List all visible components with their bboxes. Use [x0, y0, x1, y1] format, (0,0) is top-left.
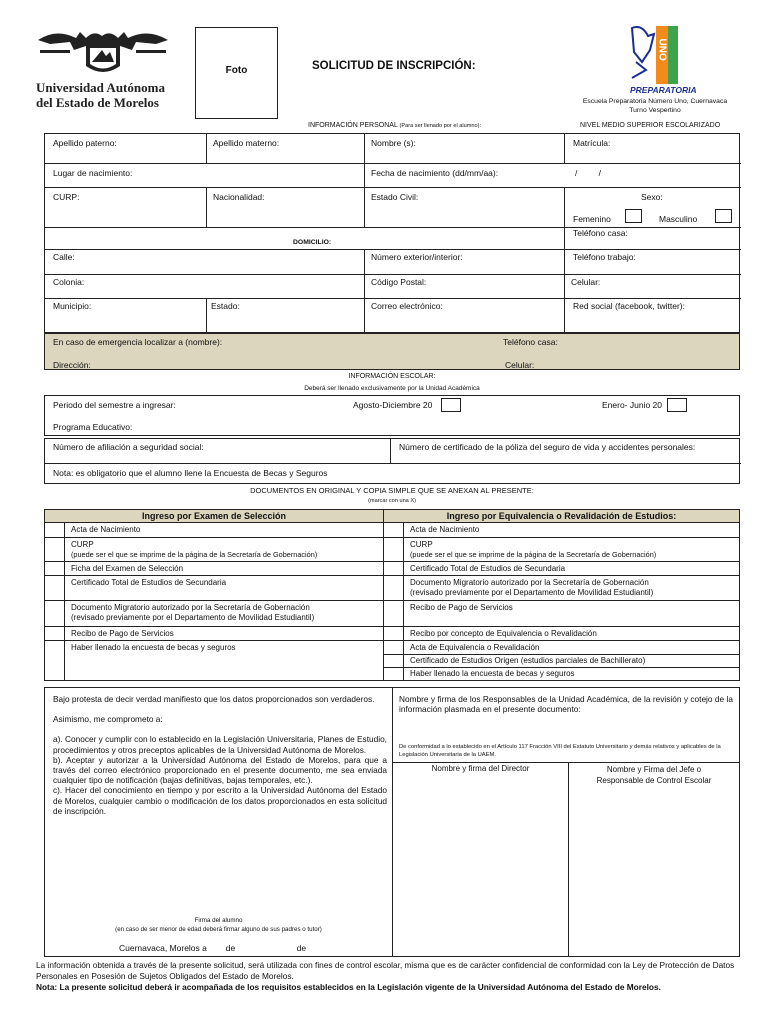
documents-left-column [45, 510, 384, 680]
field-sexo [565, 188, 741, 228]
fecha-slashes: / / [575, 168, 601, 178]
field-nacionalidad[interactable] [207, 188, 365, 228]
review-text: Nombre y firma de los Responsables de la Unidad Académica, de la revisión y cotejo de la información plasmada en el presente documento: [399, 694, 733, 715]
field-correo[interactable] [365, 299, 565, 334]
uaem-logo [36, 26, 170, 78]
level-label: NIVEL MEDIO SUPERIOR ESCOLARIZADO [580, 122, 721, 129]
doc-left-recibo[interactable]: Recibo de Pago de Servicios [45, 626, 383, 640]
review-panel [393, 688, 739, 956]
documents-right-column [384, 510, 739, 680]
label-codigo-postal: Código Postal: [371, 277, 427, 287]
checkbox-femenino[interactable] [625, 209, 642, 223]
director-signature-label: Nombre y firma del Director [431, 764, 530, 773]
logo-vertical-text: UNO [656, 38, 668, 61]
field-estado-civil[interactable] [365, 188, 565, 228]
checkbox-agosto-diciembre[interactable] [441, 398, 461, 412]
field-colonia[interactable] [45, 275, 365, 299]
photo-box [195, 27, 278, 119]
school-section-note: Deberá ser llenado exclusivamente por la Unidad Académica [304, 385, 480, 392]
field-lugar-nacimiento[interactable] [45, 164, 365, 188]
label-matricula: Matrícula: [573, 138, 611, 148]
label-municipio: Municipio: [53, 301, 92, 311]
label-correo: Correo electrónico: [371, 301, 443, 311]
label-nacionalidad: Nacionalidad: [213, 192, 265, 202]
right-header: Ingreso por Equivalencia o Revalidación de Estudios: [384, 510, 739, 523]
field-matricula[interactable] [565, 134, 741, 164]
label-periodo: Periodo del semestre a ingresar: [53, 400, 176, 410]
logo-preparatoria-text: PREPARATORIA [630, 85, 697, 95]
privacy-notice: La información obtenida a través de la presente solicitud, será utilizada con fines de control escolar, misma que es de carácter confidencial de conformidad con la Ley de Protección de Datos Personales en Posesión de Sujetos Obligados del Estado de Morelos. [36, 960, 735, 981]
label-telefono-trabajo: Teléfono trabajo: [573, 252, 636, 262]
periodo-box [44, 395, 740, 436]
field-apellido-paterno[interactable] [45, 134, 207, 164]
checkbox-left-ficha[interactable] [45, 562, 65, 575]
label-apellido-materno: Apellido materno: [213, 138, 280, 148]
preparatoria-logo [624, 22, 697, 96]
field-municipio[interactable] [45, 299, 207, 334]
label-nombre: Nombre (s): [371, 138, 416, 148]
label-estado: Estado: [211, 301, 240, 311]
declaration-panel [45, 688, 393, 956]
checkbox-right-migratorio[interactable] [384, 576, 404, 600]
checkbox-left-acta[interactable] [45, 523, 65, 537]
label-programa: Programa Educativo: [53, 422, 133, 432]
personal-info-table [44, 133, 740, 333]
label-telefono-casa: Teléfono casa: [573, 228, 628, 238]
field-telefono-casa[interactable] [565, 228, 741, 250]
student-signature-note: (en caso de ser menor de edad deberá firmar alguno de sus padres o tutor) [115, 926, 322, 933]
checkbox-masculino[interactable] [715, 209, 732, 223]
checkbox-right-certificado[interactable] [384, 562, 404, 575]
left-header: Ingreso por Examen de Selección [45, 510, 383, 523]
field-calle[interactable] [45, 250, 365, 275]
doc-right-acta-equivalencia[interactable]: Acta de Equivalencia o Revalidación [384, 640, 739, 654]
photo-label: Foto [225, 65, 248, 76]
control-escolar-signature-box[interactable] [569, 763, 739, 957]
label-fecha-nacimiento: Fecha de nacimiento (dd/mm/aa): [371, 168, 499, 178]
declaration-item-c: c). Hacer del conocimiento en tiempo y por escrito a la Universidad Autónoma del Estado de Morelos, cualquier cambio o modificación de los datos proporcionados en esta solicitud de inscripción. [53, 785, 387, 816]
checkbox-right-recibo-equivalencia[interactable] [384, 627, 404, 640]
declaration-item-b: b). Aceptar y autorizar a la Universidad Autónoma del Estado de Morelos, para que a través del correo electrónico proporcionado en el presente documento, me sea enviada cualquier tipo de notificación (bajas definitivas, bajas temporales, etc.). [53, 754, 387, 786]
label-enero-junio: Enero- Junio 20 [602, 400, 663, 410]
label-domicilio: DOMICILIO: [293, 239, 332, 246]
label-emergency-nombre: En caso de emergencia localizar a (nombre): [53, 337, 223, 347]
domicilio-heading-row [45, 228, 565, 250]
label-femenino: Femenino [573, 214, 611, 224]
declaration-item-a: a). Conocer y cumplir con lo establecido en la Legislación Universitaria, Planes de Estudio, procedimientos y otros preceptos aplicables de la Universidad Autónoma de Morelos. [53, 734, 387, 755]
seguro-box [44, 438, 740, 484]
field-telefono-trabajo[interactable] [565, 250, 741, 275]
declaration-protesta: Bajo protesta de decir verdad manifiesto que los datos proporcionados son verdaderos. [53, 694, 375, 704]
doc-left-curp[interactable]: CURP (puede ser el que se imprime de la página de la Secretaría de Gobernación) [45, 537, 383, 561]
checkbox-left-recibo[interactable] [45, 627, 65, 640]
label-apellido-paterno: Apellido paterno: [53, 138, 117, 148]
doc-left-acta[interactable]: Acta de Nacimiento [45, 523, 383, 537]
school-section-title: INFORMACIÓN ESCOLAR: [348, 373, 436, 380]
personal-section-heading [308, 122, 481, 129]
field-celular[interactable] [565, 275, 741, 299]
label-emergency-telefono: Teléfono casa: [503, 337, 558, 347]
label-afiliacion: Número de afiliación a seguridad social: [53, 442, 204, 452]
university-name-line2: del Estado de Morelos [36, 95, 159, 110]
doc-left-certificado[interactable]: Certificado Total de Estudios de Secundaria [45, 575, 383, 600]
label-agosto-diciembre: Agosto-Diciembre 20 [353, 400, 433, 410]
form-title: SOLICITUD DE INSCRIPCIÓN: [312, 60, 476, 72]
label-emergency-direccion: Dirección: [53, 360, 91, 370]
field-fecha-nacimiento[interactable] [365, 164, 741, 188]
checkbox-enero-junio[interactable] [667, 398, 687, 412]
control-escolar-signature-label: Nombre y Firma del Jefe o Responsable de Control Escolar [596, 765, 712, 785]
university-name-line1: Universidad Autónoma [36, 80, 165, 95]
school-name: Escuela Preparatoria Número Uno, Cuernavaca [582, 98, 728, 105]
place-date-line[interactable]: Cuernavaca, Morelos a de de [119, 943, 307, 953]
field-apellido-materno[interactable] [207, 134, 365, 164]
nota-encuesta: Nota: es obligatorio que el alumno llene la Encuesta de Becas y Seguros [53, 468, 328, 478]
school-shift: Turno Vespertino [629, 106, 681, 114]
field-afiliacion[interactable] [45, 439, 391, 464]
checkbox-left-certificado[interactable] [45, 576, 65, 600]
checkbox-right-recibo[interactable] [384, 601, 404, 626]
doc-right-curp[interactable]: CURP (puede ser el que se imprime de la página de la Secretaría de Gobernación) [384, 537, 739, 561]
student-signature-label[interactable]: Firma del alumno [194, 917, 243, 924]
doc-left-migratorio[interactable]: Documento Migratorio autorizado por la Secretaría de Gobernación (revisado previamente por el Departamento de Movilidad Estudiantil) [45, 600, 383, 626]
label-red-social: Red social (facebook, twitter): [573, 301, 685, 311]
doc-right-encuesta[interactable]: Haber llenado la encuesta de becas y seguros [384, 667, 739, 680]
checkbox-right-encuesta[interactable] [384, 668, 404, 680]
field-certificado-poliza[interactable] [391, 439, 741, 464]
doc-right-certificado[interactable]: Certificado Total de Estudios de Secundaria [384, 561, 739, 575]
field-nombre[interactable] [365, 134, 565, 164]
label-lugar-nacimiento: Lugar de nacimiento: [53, 168, 133, 178]
checkbox-left-migratorio[interactable] [45, 601, 65, 626]
personal-section-note: (Para ser llenado por el alumno): [399, 123, 482, 129]
emergency-section[interactable] [44, 333, 740, 370]
checkbox-right-curp[interactable] [384, 538, 404, 561]
label-calle: Calle: [53, 252, 75, 262]
checkbox-right-acta[interactable] [384, 523, 404, 537]
label-estado-civil: Estado Civil: [371, 192, 419, 202]
doc-right-acta[interactable]: Acta de Nacimiento [384, 523, 739, 537]
label-numero: Número exterior/interior: [371, 252, 463, 262]
documents-table [44, 509, 740, 681]
label-curp: CURP: [53, 192, 80, 202]
doc-left-encuesta[interactable]: Haber llenado la encuesta de becas y seguros [45, 640, 383, 680]
label-masculino: Masculino [659, 214, 698, 224]
footer-note: Nota: La presente solicitud deberá ir acompañada de los requisitos establecidos en la Legislación vigente de la Universidad Autónoma del Estado de Morelos. [36, 982, 661, 992]
doc-right-certificado-origen[interactable]: Certificado de Estudios Origen (estudios parciales de Bachillerato) [384, 654, 739, 667]
field-curp[interactable] [45, 188, 207, 228]
documents-subtitle: (marcar con una X) [368, 498, 416, 504]
label-celular: Celular: [571, 277, 601, 287]
checkbox-right-certificado-origen[interactable] [384, 655, 404, 667]
label-colonia: Colonia: [53, 277, 85, 287]
field-red-social[interactable] [565, 299, 741, 334]
signature-section [44, 687, 740, 957]
checkbox-left-encuesta[interactable] [45, 641, 65, 680]
review-conformidad: De conformidad a lo establecido en el Artículo 117 Fracción VIII del Estatuto Universitario y demás relativos y aplicables de la Legislación Universitaria de la UAEM. [399, 744, 721, 758]
documents-title: DOCUMENTOS EN ORIGINAL Y COPIA SIMPLE QUE SE ANEXAN AL PRESENTE: [250, 486, 534, 495]
director-signature-box[interactable] [393, 763, 569, 957]
doc-left-ficha[interactable]: Ficha del Examen de Selección [45, 561, 383, 575]
declaration-compromiso: Asimismo, me comprometo a: [53, 714, 163, 725]
doc-right-recibo-equivalencia[interactable]: Recibo por concepto de Equivalencia o Revalidación [384, 626, 739, 640]
checkbox-right-acta-equivalencia[interactable] [384, 641, 404, 654]
checkbox-left-curp[interactable] [45, 538, 65, 561]
doc-right-migratorio[interactable]: Documento Migratorio autorizado por la Secretaría de Gobernación (revisado previamente por el Departamento de Movilidad Estudiantil) [384, 575, 739, 600]
label-sexo: Sexo: [641, 192, 663, 202]
label-emergency-celular: Celular: [505, 360, 535, 370]
field-codigo-postal[interactable] [365, 275, 565, 299]
doc-right-recibo[interactable]: Recibo de Pago de Servicios [384, 600, 739, 626]
label-certificado-poliza: Número de certificado de la póliza del seguro de vida y accidentes personales: [399, 442, 696, 452]
field-estado[interactable] [207, 299, 365, 334]
personal-section-title: INFORMACIÓN PERSONAL [308, 122, 398, 129]
field-numero[interactable] [365, 250, 565, 275]
